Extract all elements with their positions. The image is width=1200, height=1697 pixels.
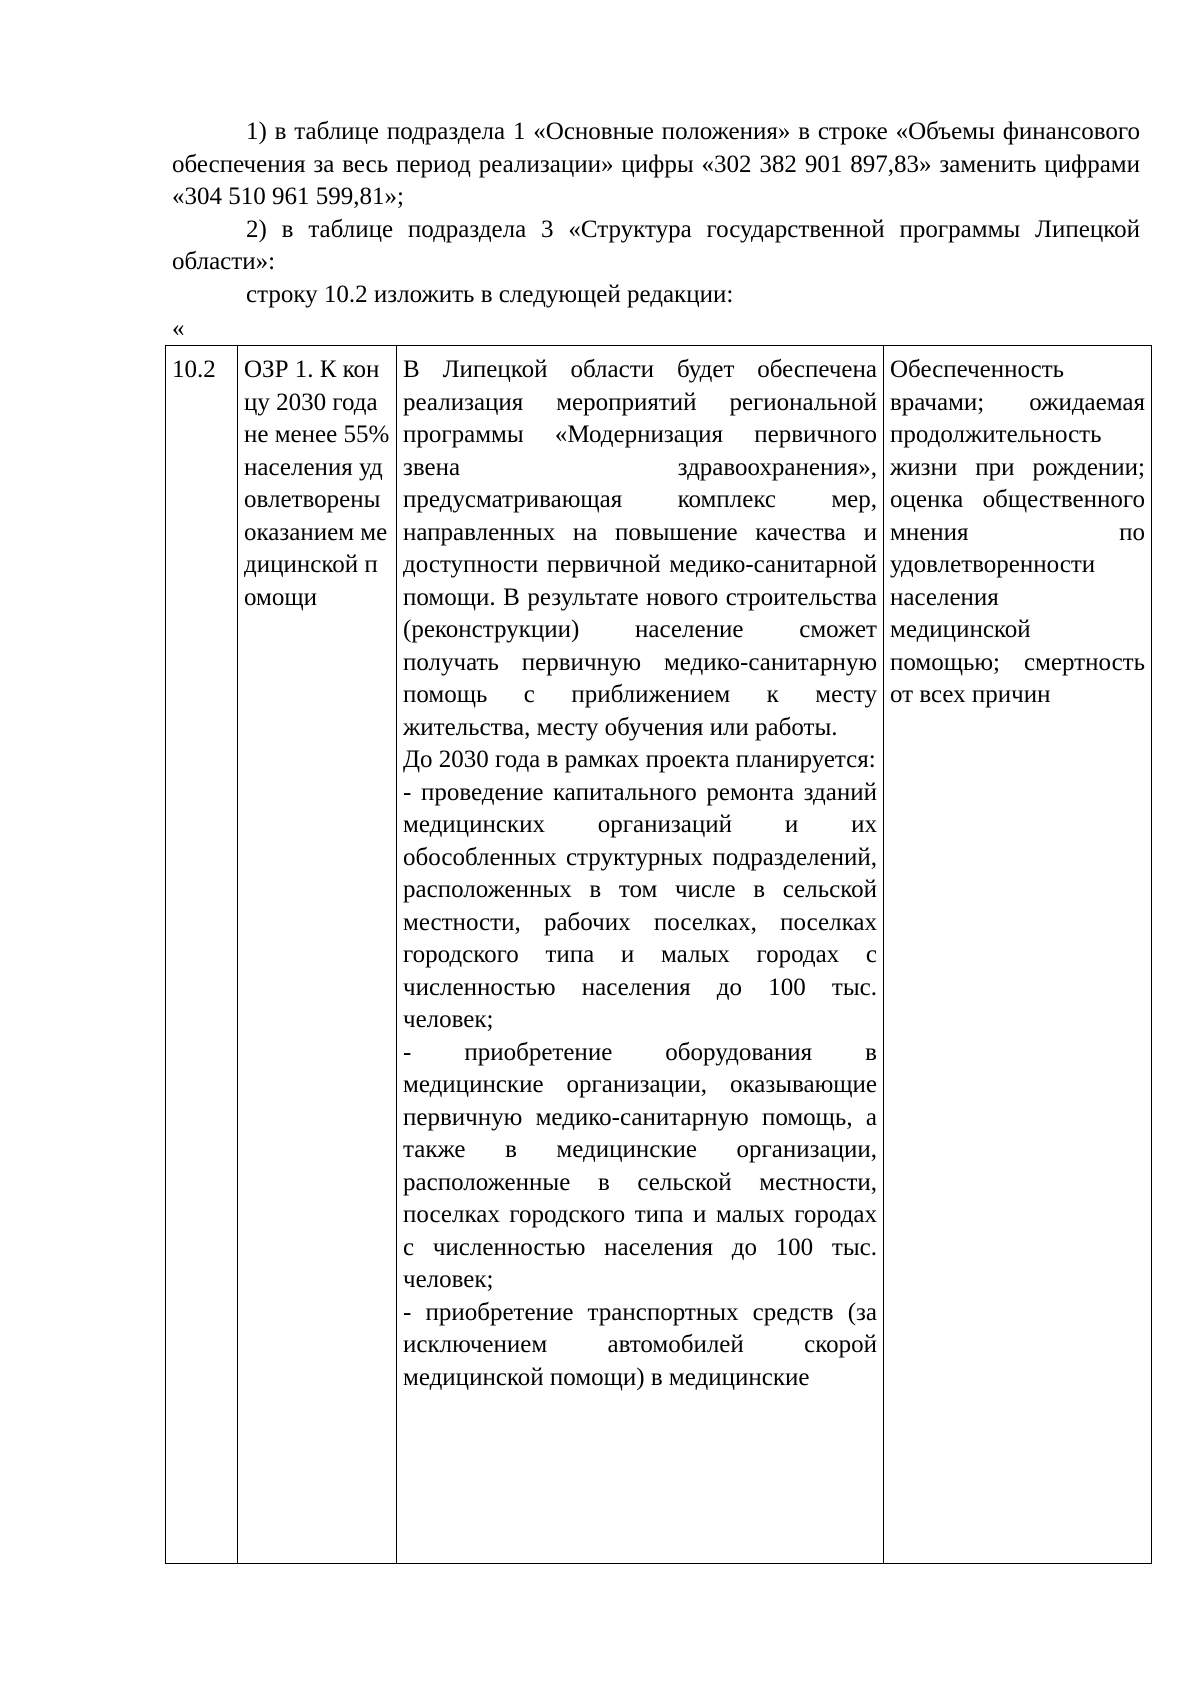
description-paragraph-5: - приобретение транспортных средств (за исключением автомобилей скорой медицинской помощи) в медицинские xyxy=(403,1298,877,1391)
amendment-item-2: 2) в таблице подраздела 3 «Структура государственной программы Липецкой области»: xyxy=(172,215,1140,275)
description-paragraph-1: В Липецкой области будет обеспечена реализация мероприятий региональной программы «Модернизация первичного звена здравоохранения», предусматривающая комплекс мер, направленных на повышение качества и доступности первичной медико-санитарной помощи. В результате нового строительства (реконструкции) население сможет получать первичную медико-санитарную помощь с приближением к месту жительства, месту обучения или работы. xyxy=(403,356,877,741)
description-cell xyxy=(397,346,884,1564)
row-instruction: строку 10.2 изложить в следующей редакции: xyxy=(246,280,734,308)
goal-cell xyxy=(238,346,397,1564)
program-structure-table xyxy=(165,345,1152,1564)
indicators-text: Обеспеченность врачами; ожидаемая продолжительность жизни при рождении; оценка общественного мнения по удовлетворенности населения медицинской помощью; смертность от всех причин xyxy=(890,356,1145,708)
amendment-item-1: 1) в таблице подраздела 1 «Основные положения» в строке «Объемы финансового обеспечения за весь период реализации» цифры «302 382 901 897,83» заменить цифрами «304 510 961 599,81»; xyxy=(172,118,1140,210)
description-paragraph-2: До 2030 года в рамках проекта планируется: xyxy=(403,746,876,773)
opening-quote-mark: « xyxy=(172,315,185,342)
goal-text: ОЗР 1. К концу 2030 года не менее 55% населения удовлетворены оказанием медицинской помощи xyxy=(244,356,390,611)
intro-text xyxy=(172,116,1140,311)
table-row xyxy=(166,346,1152,1564)
row-number: 10.2 xyxy=(172,356,216,383)
indicators-cell xyxy=(884,346,1152,1564)
row-number-cell xyxy=(166,346,238,1564)
description-paragraph-4: - приобретение оборудования в медицинские организации, оказывающие первичную медико-санитарную помощь, а также в медицинские организации, расположенные в сельской местности, поселках городского типа и малых городах с численностью населения до 100 тыс. человек; xyxy=(403,1038,877,1293)
description-paragraph-3: - проведение капитального ремонта зданий медицинских организаций и их обособленных структурных подразделений, расположенных в том числе в сельской местности, рабочих поселках, поселках городского типа и малых городах с численностью населения до 100 тыс. человек; xyxy=(403,778,877,1033)
